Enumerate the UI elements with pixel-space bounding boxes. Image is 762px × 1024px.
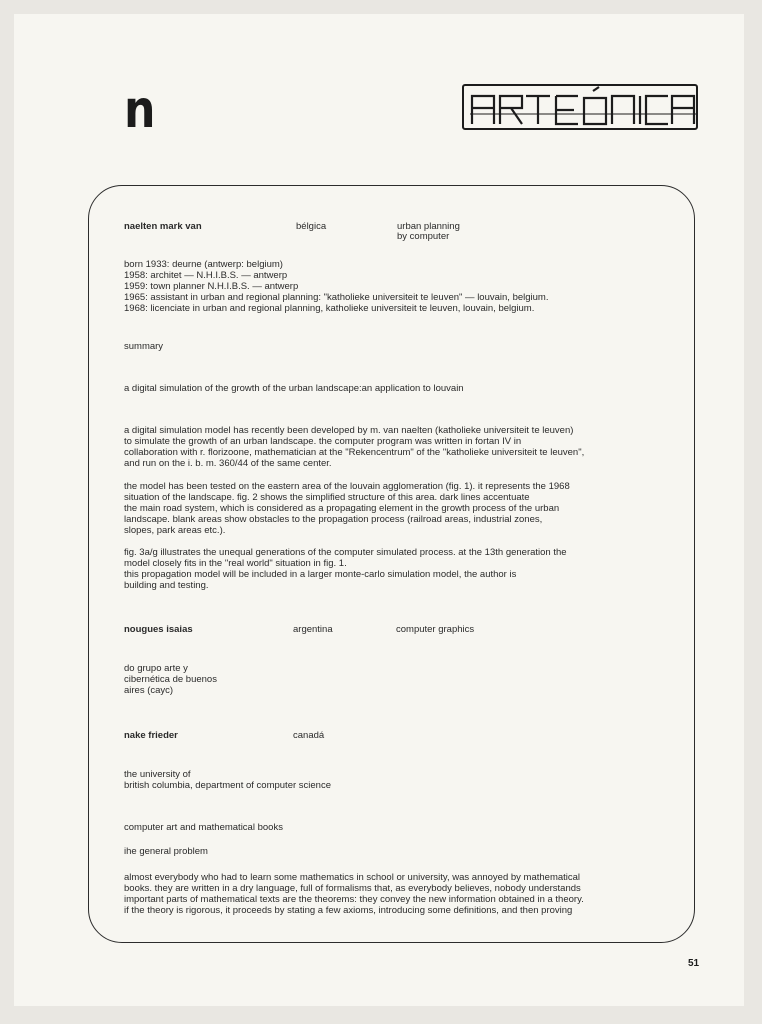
entry1-para3: [124, 547, 567, 591]
para-line: landscape. blank areas show obstacles to the propagation process (railroad areas, industrial zones,: [124, 514, 543, 525]
bio-line: 1968: licenciate in urban and regional planning, katholieke universiteit te leuven, louvain, belgium.: [124, 303, 535, 314]
para-line: important parts of mathematical texts are the theorems: they convey the new information obtained in a theory.: [124, 894, 584, 905]
entry1-para2: [124, 481, 570, 536]
summary-label: summary: [124, 341, 164, 352]
entry2-topic: computer graphics: [396, 624, 475, 635]
para-line: books. they are written in a dry language, full of formalisms that, as everybody believes, nobody understands: [124, 883, 581, 894]
entry3-country: canadá: [293, 730, 325, 741]
affiliation-line: british columbia, department of computer science: [124, 780, 331, 791]
entry3-subheading: ihe general problem: [124, 846, 208, 857]
para-line: situation of the landscape. fig. 2 shows the simplified structure of this area. dark lines accentuate: [124, 492, 530, 503]
affiliation-line: aires (cayc): [124, 685, 174, 696]
para-line: slopes, park areas etc.).: [124, 525, 226, 536]
para-line: almost everybody who had to learn some mathematics in school or university, was annoyed by mathematical: [124, 872, 581, 883]
para-line: to simulate the growth of an urban landscape. the computer program was written in fortan IV in: [124, 436, 522, 447]
para-line: and run on the i. b. m. 360/44 of the same center.: [124, 458, 332, 469]
para-line: if the theory is rigorous, it proceeds by stating a few axioms, introducing some definitions, and then proving: [124, 905, 573, 916]
entry2-affiliation: [124, 663, 217, 696]
entry1-topic-line1: urban planning: [397, 221, 460, 232]
section-letter: n: [124, 80, 156, 140]
bio-line: 1965: assistant in urban and regional planning: "katholieke universiteit te leuven" — louvain, belgium.: [124, 292, 549, 303]
entry1-bio: [124, 259, 548, 314]
arteonica-logo: [462, 84, 698, 130]
para-line: collaboration with r. florizoone, mathematician at the "Rekencentrum" of the "katholieke universiteit te leuven",: [124, 447, 585, 458]
para-line: model closely fits in the "real world" situation in fig. 1.: [124, 558, 347, 569]
entry1-country: bélgica: [296, 221, 327, 232]
entry1-title: a digital simulation of the growth of the urban landscape:an application to louvain: [124, 383, 464, 394]
entry1-name: naelten mark van: [124, 221, 202, 232]
para-line: a digital simulation model has recently been developed by m. van naelten (katholieke universiteit te leuven): [124, 425, 574, 436]
para-line: building and testing.: [124, 580, 209, 591]
para-line: fig. 3a/g illustrates the unequal generations of the computer simulated process. at the 13th generation the: [124, 547, 567, 558]
logo-lettering: [464, 86, 700, 132]
entry2-country: argentina: [293, 624, 333, 635]
entry1-para1: [124, 425, 584, 469]
para-line: the model has been tested on the eastern area of the louvain agglomeration (fig. 1). it represents the 1968: [124, 481, 570, 492]
bio-line: born 1933: deurne (antwerp: belgium): [124, 259, 283, 270]
entry3-name: nake frieder: [124, 730, 178, 741]
entry3-heading: computer art and mathematical books: [124, 822, 283, 833]
entry3-affiliation: [124, 769, 331, 791]
para-line: the main road system, which is considered as a propagating element in the growth process of the urban: [124, 503, 560, 514]
bio-line: 1959: town planner N.H.I.B.S. — antwerp: [124, 281, 299, 292]
page-number: 51: [688, 958, 700, 969]
entry2-name: nougues isaias: [124, 624, 193, 635]
para-line: this propagation model will be included in a larger monte-carlo simulation model, the author is: [124, 569, 517, 580]
affiliation-line: cibernética de buenos: [124, 674, 217, 685]
entry3-para: [124, 872, 584, 916]
affiliation-line: do grupo arte y: [124, 663, 188, 674]
affiliation-line: the university of: [124, 769, 191, 780]
entry1-topic-line2: by computer: [397, 231, 450, 242]
bio-line: 1958: architet — N.H.I.B.S. — antwerp: [124, 270, 288, 281]
